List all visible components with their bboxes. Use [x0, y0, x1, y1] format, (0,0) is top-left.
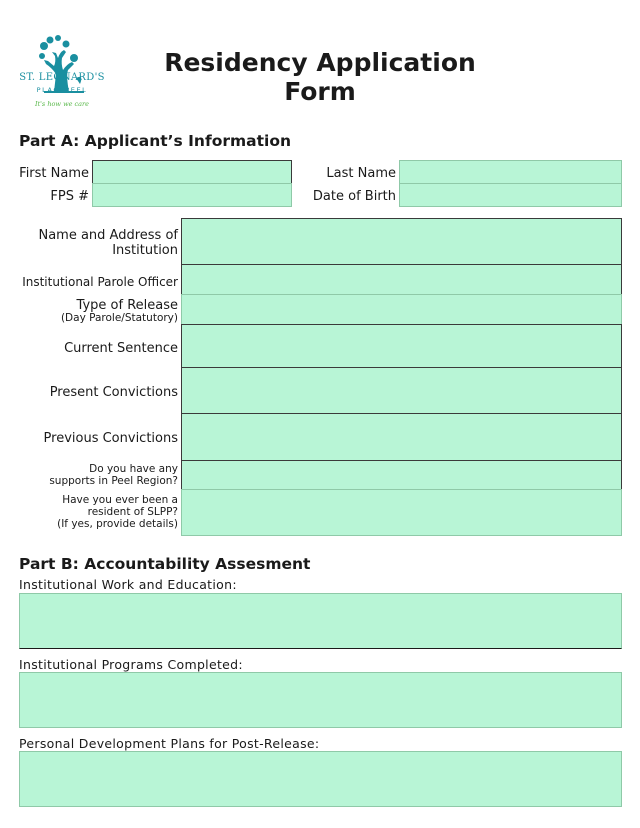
institution-label-line2: Institution [112, 243, 178, 258]
release-type-field[interactable] [181, 294, 622, 325]
logo-tagline: It's how we care [34, 100, 90, 108]
first-name-label: First Name [19, 166, 89, 181]
supports-field[interactable] [181, 460, 622, 490]
resident-label-line2: resident of SLPP? [87, 506, 178, 518]
resident-label-line3: (If yes, provide details) [57, 518, 178, 530]
dob-label: Date of Birth [312, 189, 396, 204]
institution-label-line1: Name and Address of [38, 228, 178, 243]
present-convictions-label: Present Convictions [49, 385, 178, 400]
first-name-field[interactable] [92, 160, 292, 184]
supports-label-line2: supports in Peel Region? [49, 475, 178, 487]
plans-label: Personal Development Plans for Post-Release: [19, 736, 320, 751]
dob-field[interactable] [399, 183, 622, 207]
last-name-label: Last Name [326, 166, 396, 181]
parole-officer-field[interactable] [181, 264, 622, 295]
tree-logo-icon [14, 14, 110, 114]
logo-subname: PLACEPEEL [36, 86, 88, 94]
current-sentence-field[interactable] [181, 324, 622, 368]
previous-convictions-label: Previous Convictions [43, 431, 178, 446]
parole-officer-label: Institutional Parole Officer [22, 275, 178, 289]
fps-field[interactable] [92, 183, 292, 207]
institution-field[interactable] [181, 218, 622, 265]
programs-label: Institutional Programs Completed: [19, 657, 243, 672]
supports-label-line1: Do you have any [89, 463, 178, 475]
resident-field[interactable] [181, 489, 622, 536]
last-name-field[interactable] [399, 160, 622, 184]
programs-field[interactable] [19, 672, 622, 728]
page-title: Residency Application Form [164, 48, 476, 106]
release-type-sublabel: (Day Parole/Statutory) [60, 312, 178, 324]
resident-label-line1: Have you ever been a [62, 494, 178, 506]
current-sentence-label: Current Sentence [64, 341, 178, 356]
previous-convictions-field[interactable] [181, 413, 622, 461]
plans-field[interactable] [19, 751, 622, 807]
logo-name: ST. LEONARD'S [19, 72, 105, 83]
work-education-field[interactable] [19, 593, 622, 649]
fps-label: FPS # [50, 189, 89, 204]
work-education-label: Institutional Work and Education: [19, 577, 237, 592]
present-convictions-field[interactable] [181, 367, 622, 414]
part-b-heading: Part B: Accountability Assesment [19, 555, 311, 573]
part-a-heading: Part A: Applicant’s Information [19, 132, 291, 150]
release-type-label: Type of Release [76, 298, 178, 313]
